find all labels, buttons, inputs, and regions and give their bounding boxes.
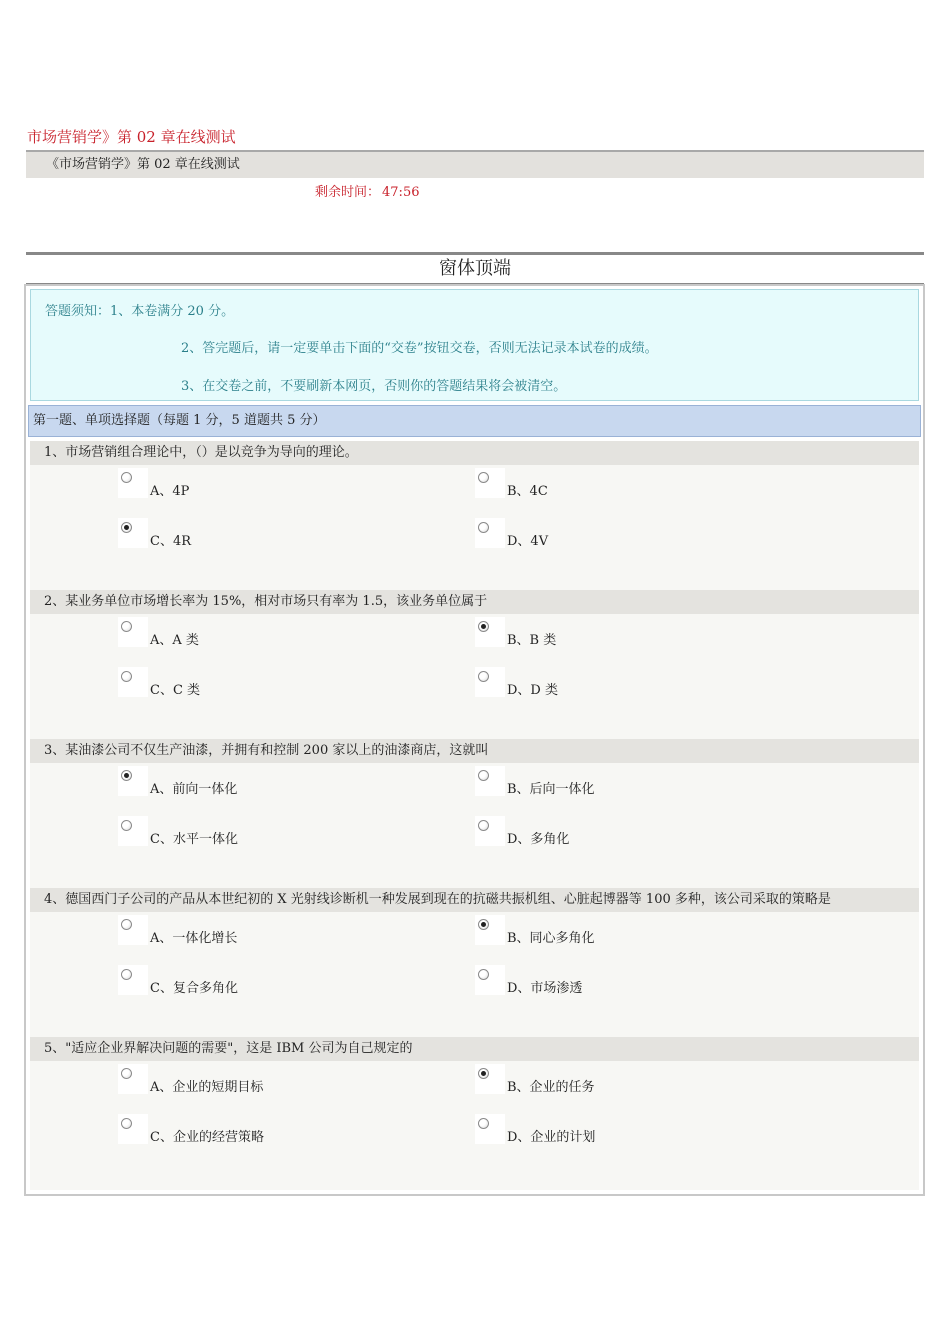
radio-button[interactable]	[121, 969, 132, 980]
radio-button[interactable]	[121, 621, 132, 632]
radio-cell	[118, 667, 148, 697]
question-text: 1、市场营销组合理论中，（）是以竞争为导向的理论。	[30, 441, 919, 465]
option-label: C、企业的经营策略	[150, 1130, 264, 1145]
radio-button[interactable]	[121, 919, 132, 930]
radio-cell	[475, 816, 505, 846]
radio-button[interactable]	[478, 671, 489, 682]
radio-cell	[118, 518, 148, 548]
radio-cell	[118, 1064, 148, 1094]
radio-cell	[475, 766, 505, 796]
header-bar	[26, 150, 924, 178]
radio-cell	[118, 1114, 148, 1144]
page-title: 市场营销学》第 02 章在线测试	[27, 128, 236, 146]
countdown-timer	[313, 181, 419, 200]
radio-button[interactable]	[121, 820, 132, 831]
option-label: C、C 类	[150, 683, 201, 698]
form-top-divider	[26, 252, 924, 255]
radio-cell	[475, 667, 505, 697]
option-label: B、企业的任务	[507, 1080, 595, 1095]
radio-button[interactable]	[121, 770, 132, 781]
radio-button[interactable]	[478, 522, 489, 533]
option-label: A、企业的短期目标	[150, 1080, 264, 1095]
radio-button[interactable]	[478, 1118, 489, 1129]
radio-button[interactable]	[121, 1068, 132, 1079]
radio-cell	[475, 915, 505, 945]
radio-cell	[475, 617, 505, 647]
question-text: 3、某油漆公司不仅生产油漆，并拥有和控制 200 家以上的油漆商店，这就叫	[30, 739, 919, 763]
form-top-label: 窗体顶端	[439, 258, 511, 279]
option-label: B、4C	[507, 484, 548, 499]
option-label: A、一体化增长	[150, 931, 238, 946]
question-3	[30, 739, 919, 888]
instruction-line-3: 3、在交卷之前，不要刷新本网页，否则你的答题结果将会被清空。	[181, 379, 567, 394]
radio-button[interactable]	[478, 472, 489, 483]
question-5	[30, 1037, 919, 1190]
radio-cell	[475, 965, 505, 995]
radio-cell	[118, 617, 148, 647]
option-label: C、复合多角化	[150, 981, 238, 996]
radio-button[interactable]	[478, 919, 489, 930]
radio-button[interactable]	[121, 1118, 132, 1129]
question-text: 2、某业务单位市场增长率为 15%，相对市场只有率为 1.5，该业务单位属于	[30, 590, 919, 614]
radio-button[interactable]	[121, 472, 132, 483]
option-label: D、企业的计划	[507, 1130, 596, 1145]
question-1	[30, 441, 919, 590]
radio-cell	[118, 965, 148, 995]
radio-cell	[118, 766, 148, 796]
option-label: A、4P	[150, 484, 190, 499]
radio-button[interactable]	[121, 522, 132, 533]
section-title: 第一题、单项选择题（每题 1 分，5 道题共 5 分）	[28, 405, 921, 437]
radio-cell	[118, 915, 148, 945]
instructions-box	[30, 289, 919, 401]
question-text: 4、德国西门子公司的产品从本世纪初的 X 光射线诊断机一种发展到现在的抗磁共振机组、心脏起博器等 100 多种，该公司采取的策略是	[30, 888, 919, 912]
option-label: D、多角化	[507, 832, 570, 847]
instruction-line-1: 答题须知：1、本卷满分 20 分。	[45, 304, 235, 319]
option-label: A、A 类	[150, 633, 199, 648]
timer-value: 47:56	[382, 185, 420, 200]
radio-cell	[475, 1064, 505, 1094]
radio-cell	[118, 816, 148, 846]
option-label: A、前向一体化	[150, 782, 238, 797]
radio-button[interactable]	[478, 1068, 489, 1079]
option-label: D、4V	[507, 534, 549, 549]
question-4	[30, 888, 919, 1037]
question-text: 5、"适应企业界解决问题的需要"，这是 IBM 公司为自己规定的	[30, 1037, 919, 1061]
quiz-form	[24, 284, 925, 1196]
radio-cell	[475, 518, 505, 548]
header-title: 《市场营销学》第 02 章在线测试	[46, 157, 240, 172]
option-label: C、4R	[150, 534, 192, 549]
option-label: B、同心多角化	[507, 931, 595, 946]
radio-cell	[475, 1114, 505, 1144]
radio-button[interactable]	[478, 621, 489, 632]
instruction-line-2: 2、答完题后，请一定要单击下面的“交卷”按钮交卷，否则无法记录本试卷的成绩。	[181, 341, 658, 356]
timer-label: 剩余时间：	[315, 185, 381, 200]
radio-cell	[118, 468, 148, 498]
question-2	[30, 590, 919, 739]
option-label: B、B 类	[507, 633, 557, 648]
radio-button[interactable]	[121, 671, 132, 682]
option-label: D、市场渗透	[507, 981, 583, 996]
option-label: D、D 类	[507, 683, 558, 698]
radio-button[interactable]	[478, 820, 489, 831]
option-label: B、后向一体化	[507, 782, 595, 797]
radio-button[interactable]	[478, 770, 489, 781]
option-label: C、水平一体化	[150, 832, 238, 847]
radio-cell	[475, 468, 505, 498]
radio-button[interactable]	[478, 969, 489, 980]
